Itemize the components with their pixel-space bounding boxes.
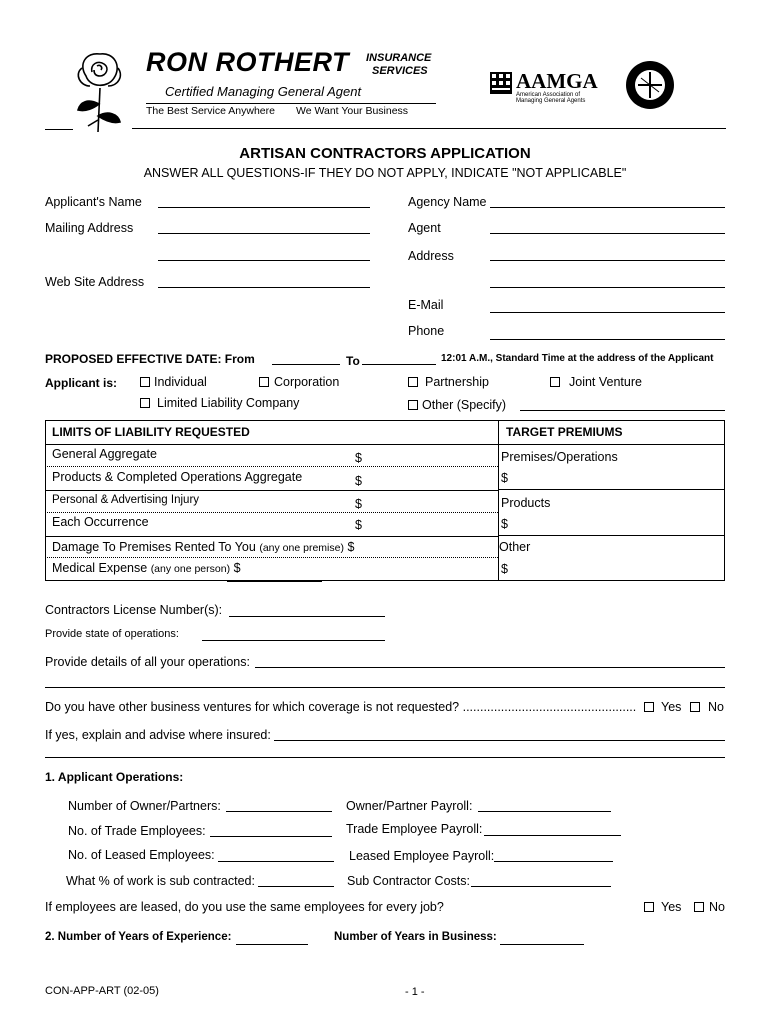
premium-rule [498, 535, 725, 536]
trade-employees-field[interactable] [210, 836, 332, 837]
limit-row-label: Each Occurrence [52, 515, 149, 529]
owners-label: Number of Owner/Partners: [68, 799, 221, 813]
leased-payroll-label: Leased Employee Payroll: [349, 849, 495, 863]
limit-row-qualifier: (any one person) [150, 563, 231, 575]
limit-row-sign: $ [355, 474, 362, 488]
web-site-label: Web Site Address [45, 275, 145, 289]
premium-label: Other [499, 540, 531, 554]
years-experience-field[interactable] [236, 944, 308, 945]
premium-label: Premises/Operations [501, 450, 618, 464]
trade-payroll-field[interactable] [484, 835, 621, 836]
owners-field[interactable] [226, 811, 332, 812]
premium-sign: $ [501, 517, 508, 531]
rose-icon [64, 46, 134, 136]
web-site-field[interactable] [158, 287, 370, 288]
premiums-header: TARGET PREMIUMS [506, 425, 623, 439]
section1-title: 1. Applicant Operations: [45, 770, 184, 784]
limit-row-label [52, 561, 241, 575]
leased-same-question: If employees are leased, do you use the same employees for every job? [45, 900, 444, 914]
years-business-label: Number of Years in Business: [334, 931, 497, 943]
email-label: E-Mail [408, 298, 444, 312]
agency-address-field[interactable] [490, 260, 725, 261]
leased-same-no-checkbox[interactable] [694, 902, 704, 912]
agency-address-field-2[interactable] [490, 287, 725, 288]
agency-name-label: Agency Name [408, 195, 487, 209]
slogan-left: The Best Service Anywhere [146, 105, 275, 117]
aamga-sub-2: Managing General Agents [516, 98, 586, 104]
limit-row-sign: $ [355, 451, 362, 465]
slogan-right: We Want Your Business [296, 105, 409, 117]
other-ventures-text: Do you have other business ventures for which coverage is not requested? [45, 700, 463, 714]
leased-payroll-field[interactable] [494, 861, 613, 862]
napslo-seal [625, 60, 675, 110]
years-business-field[interactable] [500, 944, 584, 945]
other-ventures-no-label: No [708, 700, 724, 714]
trade-payroll-label: Trade Employee Payroll: [346, 822, 483, 836]
agent-label: Agent [408, 221, 441, 235]
details-label: Provide details of all your operations: [45, 655, 250, 669]
limits-bottom-stub [227, 581, 322, 582]
tagline: Certified Managing General Agent [165, 84, 362, 99]
premium-sign: $ [501, 562, 508, 576]
individual-label: Individual [154, 375, 207, 389]
applicant-is-label: Applicant is: [45, 376, 118, 390]
other-ventures-yes-label: Yes [661, 700, 682, 714]
license-label: Contractors License Number(s): [45, 603, 223, 617]
phone-field[interactable] [490, 339, 725, 340]
limit-row-rule [45, 512, 498, 513]
mailing-address-label: Mailing Address [45, 221, 134, 235]
llc-checkbox[interactable] [140, 398, 150, 408]
limit-row-label: Personal & Advertising Injury [52, 494, 200, 506]
agency-name-field[interactable] [490, 207, 725, 208]
limit-row-label [52, 540, 354, 554]
company-name: RON ROTHERT [146, 47, 350, 77]
page-subtitle: ANSWER ALL QUESTIONS-IF THEY DO NOT APPLY, INDICATE "NOT APPLICABLE" [143, 166, 627, 180]
sub-costs-label: Sub Contractor Costs: [347, 874, 470, 888]
years-experience-label: 2. Number of Years of Experience: [45, 931, 232, 943]
leased-same-yes-label: Yes [661, 900, 682, 914]
llc-label: Limited Liability Company [157, 396, 300, 410]
sub-pct-label: What % of work is sub contracted: [66, 874, 255, 888]
leased-same-yes-checkbox[interactable] [644, 902, 654, 912]
other-ventures-question [45, 700, 645, 714]
corporation-checkbox[interactable] [259, 377, 269, 387]
limit-row-sign: $ [347, 540, 355, 554]
partnership-checkbox[interactable] [408, 377, 418, 387]
partnership-label: Partnership [425, 375, 489, 389]
aamga-logo [490, 70, 610, 106]
details-field-2[interactable] [45, 687, 725, 688]
premium-sign: $ [501, 471, 508, 485]
premium-rule [498, 489, 725, 490]
page-number: - 1 - [405, 986, 425, 998]
premium-label: Products [501, 496, 551, 510]
phone-label: Phone [408, 324, 445, 338]
trade-employees-label: No. of Trade Employees: [68, 824, 206, 838]
state-label: Provide state of operations: [45, 628, 179, 640]
other-ventures-no-checkbox[interactable] [690, 702, 700, 712]
joint-venture-checkbox[interactable] [550, 377, 560, 387]
effective-note: 12:01 A.M., Standard Time at the address of the Applicant [441, 353, 714, 364]
state-field[interactable] [202, 640, 385, 641]
explain-label: If yes, explain and advise where insured: [45, 728, 271, 742]
limits-header-rule [45, 444, 725, 445]
limit-row-rule [45, 466, 498, 467]
other-ventures-yes-checkbox[interactable] [644, 702, 654, 712]
limit-row-label: General Aggregate [52, 447, 157, 461]
limits-header: LIMITS OF LIABILITY REQUESTED [52, 425, 250, 439]
aamga-text: AAMGA [516, 69, 598, 93]
limit-row-rule [45, 536, 498, 537]
page-title: ARTISAN CONTRACTORS APPLICATION [239, 145, 531, 162]
email-field[interactable] [490, 312, 725, 313]
owner-payroll-label: Owner/Partner Payroll: [346, 799, 473, 813]
effective-to-label: To [346, 354, 360, 368]
joint-venture-label: Joint Venture [569, 375, 642, 389]
effective-from-field[interactable] [272, 364, 340, 365]
left-rule [45, 129, 73, 130]
leased-employees-label: No. of Leased Employees: [68, 848, 215, 862]
limit-row-label: Products & Completed Operations Aggregate [52, 470, 303, 484]
details-field[interactable] [255, 667, 725, 668]
limit-row-rule [45, 557, 498, 558]
sub-costs-field[interactable] [471, 886, 611, 887]
company-suffix-1: INSURANCE [366, 52, 432, 64]
other-specify-field[interactable] [520, 410, 725, 411]
effective-date-label: PROPOSED EFFECTIVE DATE: From [45, 352, 255, 366]
flag-icon [490, 72, 512, 94]
license-field[interactable] [229, 616, 385, 617]
owner-payroll-field[interactable] [478, 811, 611, 812]
limit-row-sign: $ [355, 497, 362, 511]
explain-field-2[interactable] [45, 757, 725, 758]
corporation-label: Corporation [274, 375, 340, 389]
mailing-address-field[interactable] [158, 233, 370, 234]
rose-logo [64, 46, 134, 136]
mailing-address-field-2[interactable] [158, 260, 370, 261]
other-label: Other (Specify) [422, 398, 507, 412]
applicant-name-label: Applicant's Name [45, 195, 142, 209]
header-rule [146, 103, 436, 104]
limit-row-qualifier: (any one premise) [259, 542, 344, 554]
leased-employees-field[interactable] [218, 861, 334, 862]
explain-field[interactable] [274, 740, 725, 741]
limit-row-name: Damage To Premises Rented To You [52, 540, 256, 554]
form-code: CON-APP-ART (02-05) [45, 985, 159, 997]
limit-row-rule [45, 490, 498, 491]
agency-address-label: Address [408, 249, 454, 263]
aamga-sub-1: American Association of [516, 92, 581, 98]
effective-to-field[interactable] [362, 364, 436, 365]
agent-field[interactable] [490, 233, 725, 234]
company-suffix-2: SERVICES [372, 65, 428, 77]
other-checkbox[interactable] [408, 400, 418, 410]
limit-row-name: Medical Expense [52, 561, 148, 575]
limit-row-sign: $ [355, 518, 362, 532]
header-divider [132, 128, 726, 129]
seal-icon [625, 60, 675, 110]
limit-row-sign: $ [233, 561, 241, 575]
applicant-name-field[interactable] [158, 207, 370, 208]
individual-checkbox[interactable] [140, 377, 150, 387]
leader-dots: .................................................. [462, 700, 637, 714]
sub-pct-field[interactable] [258, 886, 334, 887]
leased-same-no-label: No [709, 900, 725, 914]
